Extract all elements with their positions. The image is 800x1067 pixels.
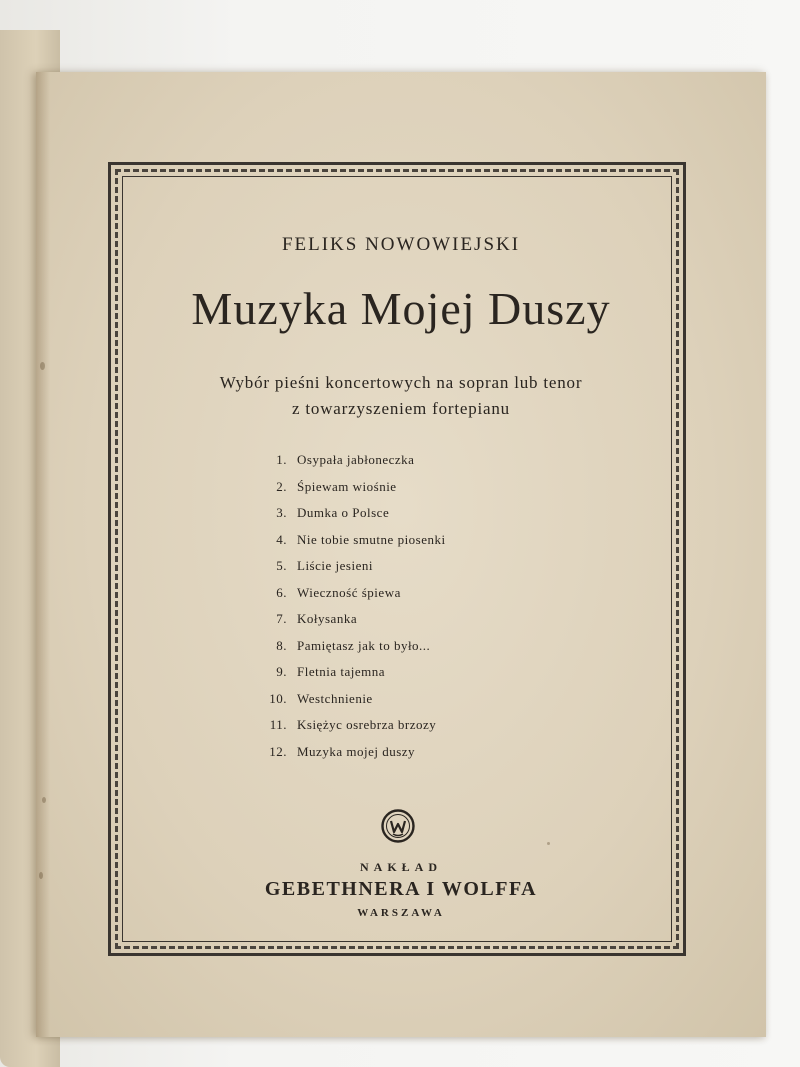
song-list-item	[253, 500, 553, 527]
publisher-name: GEBETHNERA I WOLFFA	[264, 878, 538, 900]
song-list-item	[253, 739, 553, 766]
song-number: 10.	[269, 690, 287, 706]
sheet-music-cover-page	[36, 72, 766, 1037]
cover-content	[36, 72, 766, 1037]
subtitle-line-1: Wybór pieśni koncertowych na sopran lub tenor	[219, 373, 583, 392]
song-number: 1.	[276, 452, 287, 467]
song-title: Westchnienie	[297, 690, 373, 706]
paper-stain	[39, 872, 43, 879]
song-title: Śpiewam wiośnie	[297, 478, 397, 494]
song-list-item	[253, 686, 553, 713]
song-number: 11.	[269, 717, 287, 732]
paper-stain	[547, 842, 550, 845]
song-number: 9.	[276, 664, 287, 679]
song-list-item	[253, 633, 553, 660]
publisher-emblem-icon	[381, 809, 415, 843]
paper-stain	[42, 797, 46, 803]
song-number: 3.	[276, 505, 287, 520]
song-title: Osypała jabłoneczka	[297, 452, 415, 467]
subtitle-line-2: z towarzyszeniem fortepianu	[292, 399, 510, 418]
song-title: Fletnia tajemna	[297, 664, 386, 679]
song-list-item	[253, 447, 553, 474]
song-number: 2.	[276, 478, 287, 494]
song-list-item	[253, 659, 553, 686]
song-list-item	[253, 606, 553, 633]
song-list	[253, 447, 553, 765]
song-list-item	[253, 580, 553, 607]
work-title: Muzyka Mojej Duszy	[191, 283, 611, 334]
song-title: Pamiętasz jak to było...	[297, 637, 431, 653]
publisher-city: WARSZAWA	[357, 907, 445, 919]
song-title: Muzyka mojej duszy	[297, 743, 416, 759]
song-list-item	[253, 712, 553, 739]
song-title: Wieczność śpiewa	[297, 584, 401, 600]
song-number: 8.	[276, 637, 287, 653]
song-number: 12.	[269, 743, 287, 759]
song-title: Księżyc osrebrza brzozy	[297, 717, 437, 732]
song-title: Kołysanka	[297, 611, 358, 626]
song-list-item	[253, 527, 553, 554]
imprint-label: NAKŁAD	[359, 860, 442, 874]
song-number: 6.	[276, 584, 287, 600]
song-number: 5.	[276, 558, 287, 573]
work-subtitle	[36, 370, 766, 422]
paper-stain	[40, 362, 45, 370]
author-name: FELIKS NOWOWIEJSKI	[281, 234, 521, 255]
song-title: Nie tobie smutne piosenki	[297, 531, 446, 547]
song-number: 7.	[276, 611, 287, 626]
song-title: Dumka o Polsce	[297, 505, 390, 520]
song-title: Liście jesieni	[297, 558, 373, 573]
song-list-item	[253, 474, 553, 501]
song-list-item	[253, 553, 553, 580]
song-number: 4.	[276, 531, 287, 547]
